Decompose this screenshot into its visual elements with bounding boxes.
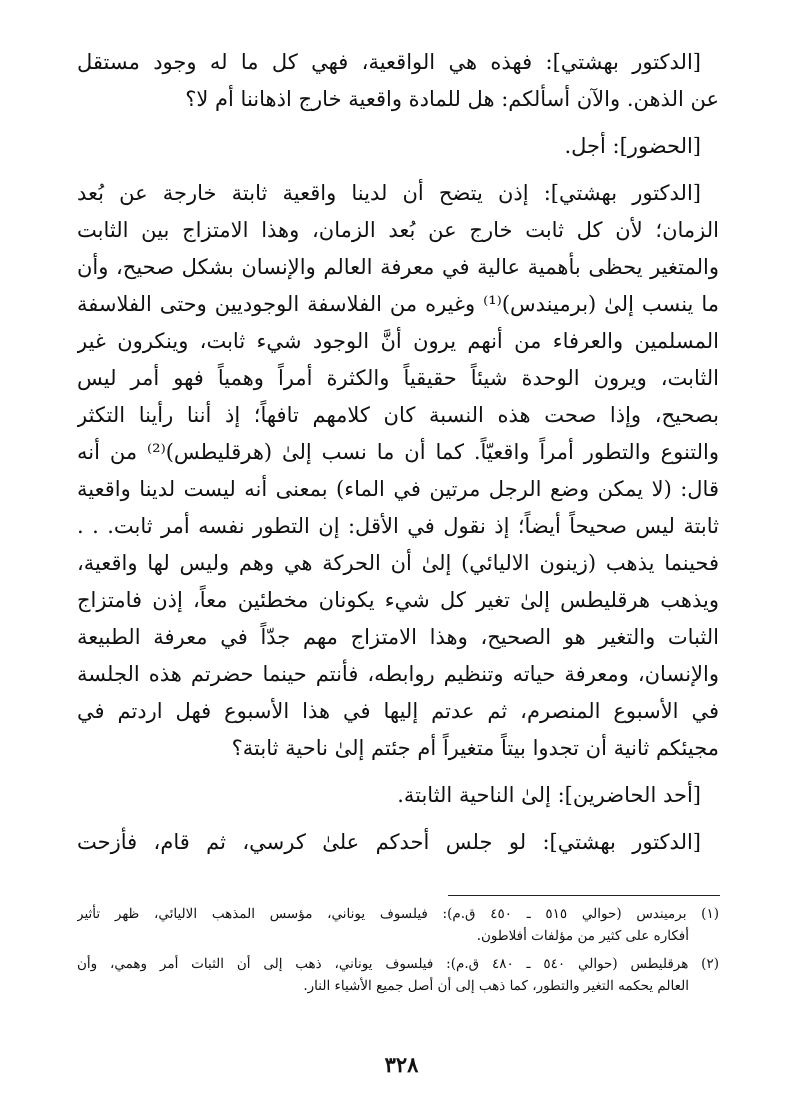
- paragraph-line: فحينما يذهب (زينون الاليائي) إلىٰ أن الحركة هي وهم وليس لها واقعية،: [77, 551, 719, 575]
- paragraph-line: قال: (لا يمكن وضع الرجل مرتين في الماء) بمعنى أنه ليست لدينا واقعية: [77, 477, 719, 501]
- paragraph-line: بصحيح، وإذا صحت هذه النسبة كان كلامهم تافهاً؛ إذ أننا رأينا التكثر: [77, 403, 719, 427]
- paragraph-line: [الدكتور بهشتي]: فهذه هي الواقعية، فهي كل ما له وجود مستقل: [77, 50, 701, 74]
- paragraph-line: والمتغير يحظى بأهمية عالية في معرفة العالم والإنسان بشكل صحيح، وأن: [77, 255, 719, 279]
- paragraph-line: الزمان؛ لأن كل ثابت خارج عن بُعد الزمان، وهذا الامتزاج بين الثابت: [77, 218, 719, 242]
- footnote-line: (١) برميندس (حوالي ٥١٥ ـ ٤٥٠ ق.م): فيلسوف يوناني، مؤسس المذهب الاليائي، ظهر تأثير: [77, 906, 719, 922]
- paragraph-line: عن الذهن. والآن أسألكم: هل للمادة واقعية خارج اذهاننا أم لا؟: [185, 87, 719, 111]
- paragraph-line: [الدكتور بهشتي]: لو جلس أحدكم علىٰ كرسي، ثم قام، فأزحت: [77, 830, 701, 854]
- footnote-line: أفكاره على كثير من مؤلفات أفلاطون.: [476, 928, 689, 944]
- paragraph-line: الثبات والتغير هو الصحيح، وهذا الامتزاج مهم جدّاً في معرفة الطبيعة: [77, 625, 719, 649]
- body-text: [77, 44, 719, 861]
- paragraph-line: المسلمين والعرفاء من أنهم يرون أنَّ الوجود شيء ثابت، وينكرون غير: [77, 329, 719, 353]
- footnote-line: (٢) هرقليطس (حوالي ٥٤٠ ـ ٤٨٠ ق.م): فيلسوف يوناني، ذهب إلى أن الثبات أمر وهمي، وأن: [77, 956, 719, 972]
- paragraph-line: الثابت، ويرون الوحدة شيئاً حقيقياً والكثرة أمراً وهمياً فهو أمر ليس: [77, 366, 719, 390]
- footnote-separator: [448, 895, 720, 896]
- paragraph-line: والتنوع والتطور أمراً واقعيّاً. كما أن ما نسب إلىٰ (هرقليطس)⁽²⁾ من أنه: [77, 440, 719, 464]
- paragraph-line: والإنسان، ومعرفة حياته وتنظيم روابطه، فأنتم حينما حضرتم هذه الجلسة: [77, 662, 719, 686]
- paragraph-line: [الدكتور بهشتي]: إذن يتضح أن لدينا واقعية ثابتة خارجة عن بُعد: [77, 181, 701, 205]
- paragraph-line: مجيئكم ثانية أن تجدوا بيتاً متغيراً أم جئتم إلىٰ ناحية ثابتة؟: [231, 736, 719, 760]
- paragraph-line: [أحد الحاضرين]: إلىٰ الناحية الثابتة.: [397, 783, 701, 807]
- paragraph-line: ما ينسب إلىٰ (برميندس)⁽¹⁾ وغيره من الفلاسفة الوجوديين وحتى الفلاسفة: [77, 292, 719, 316]
- footnotes: [77, 903, 719, 997]
- page-number: ٣٢٨: [384, 1052, 419, 1077]
- paragraph-line: ثابتة ليس صحيحاً أيضاً؛ إذ نقول في الأقل: إن التطور نفسه أمر ثابت. . .: [77, 514, 719, 538]
- paragraph-line: في الأسبوع المنصرم، ثم عدتم إليها في هذا الأسبوع فهل اردتم في: [77, 699, 719, 723]
- paragraph-line: ويذهب هرقليطس إلىٰ تغير كل شيء يكونان مخطئين معاً، إذن فامتزاج: [77, 588, 719, 612]
- paragraph-line: [الحضور]: أجل.: [564, 134, 701, 158]
- footnote-line: العالم يحكمه التغير والتطور، كما ذهب إلى أن أصل جميع الأشياء النار.: [303, 978, 689, 994]
